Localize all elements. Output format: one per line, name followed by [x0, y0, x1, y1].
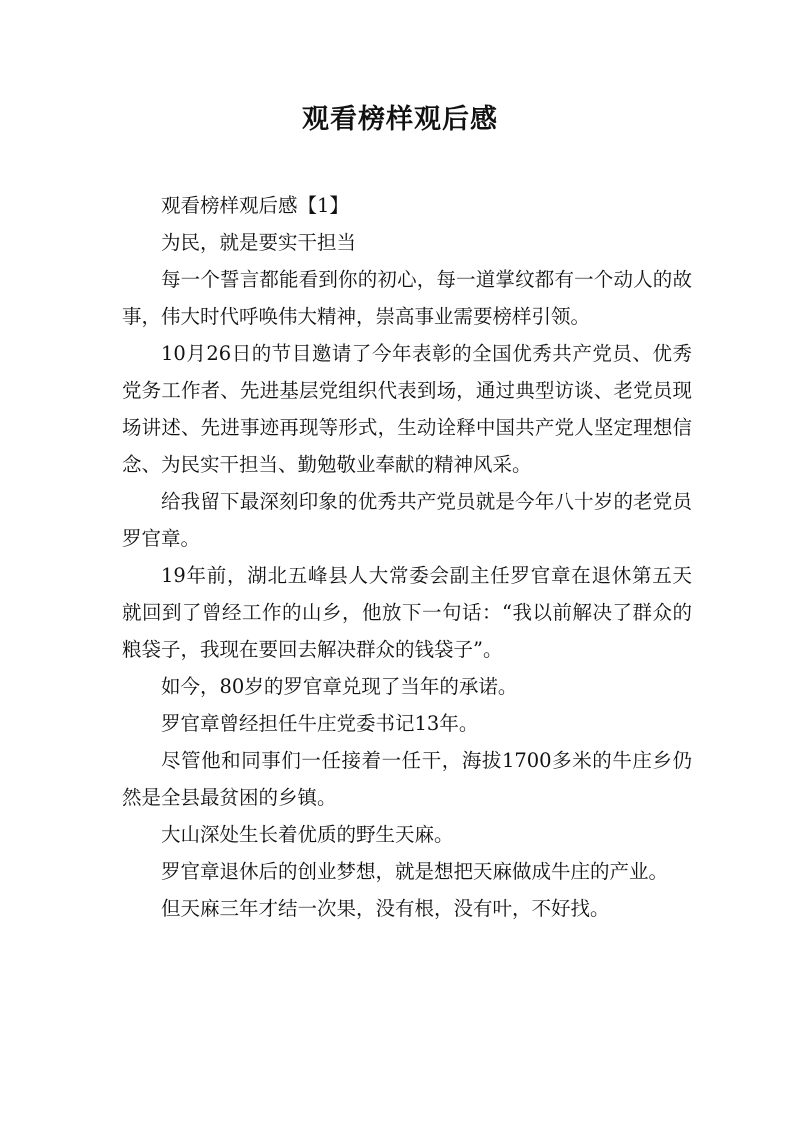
document-title: 观看榜样观后感 [302, 104, 498, 135]
paragraph: 罗官章退休后的创业梦想，就是想把天麻做成牛庄的产业。 [161, 860, 669, 883]
paragraph: 如今，80岁的罗官章兑现了当年的承诺。 [161, 675, 518, 698]
paragraph: 罗官章曾经担任牛庄党委书记13年。 [161, 712, 479, 735]
paragraph: 但天麻三年才结一次果，没有根，没有叶，不好找。 [161, 897, 610, 920]
paragraph: 尽管他和同事们一任接着一任干，海拔1700多米的牛庄乡仍然是全县最贫困的乡镇。 [122, 749, 692, 809]
paragraph: 大山深处生长着优质的野生天麻。 [161, 823, 454, 846]
paragraph: 观看榜样观后感【1】 [161, 194, 349, 217]
paragraph: 10月26日的节目邀请了今年表彰的全国优秀共产党员、优秀党务工作者、先进基层党组织代表到场，通过典型访谈、老党员现场讲述、先进事迹再现等形式，生动诠释中国共产党人坚定理想信念、为民实干担当、勤勉敬业奉献的精神风采。 [122, 342, 692, 476]
paragraph: 给我留下最深刻印象的优秀共产党员就是今年八十岁的老党员罗官章。 [122, 490, 692, 550]
paragraph: 19年前，湖北五峰县人大常委会副主任罗官章在退休第五天就回到了曾经工作的山乡，他放下一句话：“我以前解决了群众的粮袋子，我现在要回去解决群众的钱袋子”。 [122, 564, 692, 661]
paragraph: 每一个誓言都能看到你的初心，每一道掌纹都有一个动人的故事，伟大时代呼唤伟大精神，崇高事业需要榜样引领。 [122, 268, 692, 328]
document-body [122, 187, 692, 927]
paragraph: 为民，就是要实干担当 [161, 231, 357, 254]
